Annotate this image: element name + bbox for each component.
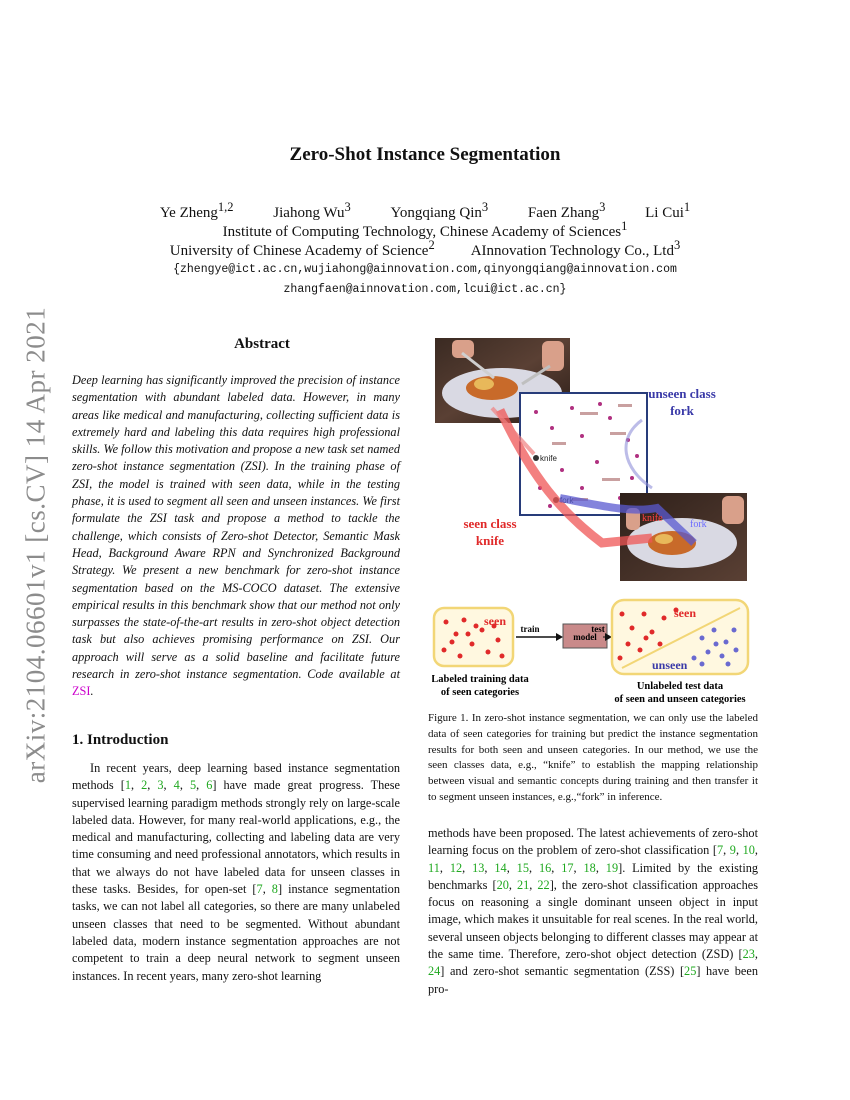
test-caption-line-2: of seen and unseen categories — [614, 694, 746, 704]
citation[interactable]: 13 — [472, 860, 485, 875]
citation[interactable]: 9 — [729, 843, 736, 858]
abstract-body: Deep learning has significantly improved the precision of instance segmentation with abundant labeled data. However, in many areas like medical and manufacturing, collecting sufficient data is extremely hard and labeling this data requires high professional skills. We follow this motivation and propose a new task set named zero-shot instance segmentation (ZSI). In the training phase of ZSI, the model is trained with seen data, while in the testing phase, it is used to segment all seen and unseen instances. We first formulate the ZSI task and propose a method to tackle the challenge, which consists of Zero-shot Detector, Semantic Mask Head, Background Aware RPN and Synchronized Background Strategy. We present a new benchmark for zero-shot instance segmentation based on the MS-COCO dataset. The extensive empirical results in this benchmark show that our method not only surpasses the state-of-the-art results in zero-shot object detection task but also achieves promising performance on ZSI. Our approach will serve as a solid baseline and facilitate future research in zero-shot instance segmentation. Code available at ZSI. — [72, 373, 400, 699]
citation[interactable]: 18 — [583, 860, 596, 875]
training-caption-line-2: of seen categories — [440, 687, 520, 698]
citation[interactable]: 21 — [516, 877, 530, 892]
citation[interactable]: 16 — [538, 860, 552, 875]
citation[interactable]: 7 — [256, 882, 263, 897]
citation[interactable]: 24 — [428, 964, 441, 979]
intro-paragraph: In recent years, deep learning based instance segmentation methods [1, 2, 3, 4, 5, 6] have made great progress. These supervised learning paradigm methods strongly rely on large-scale labeled data. However, for many real-world applications, e.g., the medical and manufacturing, collecting and labeling data are very time consuming and need professional annotators, which results in that we always do not have labeled data for unseen classes in these tasks. Besides, for open-set [7, 8] instance segmentation tasks, we can not label all categories, so there are many unlabeled unseen classes that need to be segmented. Without abundant labeled data, modern instance segmentation approaches are not competent to train a deep neural network to segment unseen instances. In recent years, many zero-shot learning — [72, 761, 400, 983]
test-data-box — [612, 600, 748, 674]
unseen-class-name: fork — [670, 403, 694, 418]
author: Ye Zheng$^{1,2}$ — [159, 200, 234, 221]
citation[interactable]: 15 — [516, 860, 529, 875]
test-label: test — [591, 624, 605, 634]
seen-class-label: seen class — [463, 516, 517, 531]
training-caption-line-1: Labeled training data — [432, 674, 529, 685]
citation[interactable]: 17 — [561, 860, 574, 875]
affiliation-line-2: University of Chinese Academy of Science$^2$ AInnovation Technology Co., Ltd$^3$ — [169, 238, 681, 259]
test-unseen-label: unseen — [652, 658, 688, 672]
body-paragraph-right: methods have been proposed. The latest achievements of zero-shot learning focus on the problem of zero-shot classification [7, 9, 10, 11, 12, 13, 14, 15, 16, 17, 18, 19]. Limited by the existing benchmarks [20, 21, 22], the zero-shot classification approaches focus on reasoning a single dominant unseen object in input image, which makes it unsuitable for real scenes. In the real world, several unseen objects belonging to different classes may appear at the same time. Therefore, zero-shot object detection (ZSD) [23, 24] and zero-shot semantic segmentation (ZSS) [25] have been pro- — [428, 826, 759, 996]
arxiv-id: arXiv:2104.06601v1 [cs.CV] 14 Apr 2021 — [20, 306, 51, 784]
citation[interactable]: 19 — [605, 860, 619, 875]
email-line-1: {zhengye@ict.ac.cn,wujiahong@ainnovation.com,qinyongqiang@ainnovation.com — [173, 263, 677, 276]
citation[interactable]: 1 — [124, 778, 131, 793]
citation[interactable]: 12 — [449, 860, 463, 875]
citation[interactable]: 6 — [206, 778, 213, 793]
paper-title: Zero-Shot Instance Segmentation — [289, 144, 561, 165]
citation[interactable]: 22 — [537, 877, 550, 892]
citation[interactable]: 14 — [494, 860, 507, 875]
figure-1-caption: Figure 1. In zero-shot instance segmentation, we can only use the labeled data of seen categories for training but predict the instance segmentation results for both seen and unseen categories. In our method, we use the seen classes data, e.g., “knife” to establish the mapping relationship between visual and semantic concepts during training and then transfer it to segment unseen instances, e.g.,“fork” in inference. — [428, 712, 758, 803]
code-link[interactable]: ZSI — [72, 684, 91, 699]
author: Faen Zhang$^3$ — [527, 200, 606, 221]
citation[interactable]: 3 — [157, 778, 164, 793]
embedding-fork-label: fork — [560, 496, 574, 505]
citation[interactable]: 7 — [716, 843, 724, 858]
citation[interactable]: 10 — [742, 843, 755, 858]
model-label: model — [573, 632, 597, 642]
figure-1-illustration — [432, 338, 762, 704]
citation[interactable]: 8 — [271, 882, 278, 897]
seen-class-name: knife — [475, 533, 505, 548]
citation[interactable]: 23 — [742, 947, 755, 962]
photo-fork-label: fork — [690, 519, 707, 530]
citation[interactable]: 2 — [141, 778, 148, 793]
email-line-2: zhangfaen@ainnovation.com,lcui@ict.ac.cn} — [283, 283, 567, 296]
citation[interactable]: 20 — [496, 877, 509, 892]
training-seen-label: seen — [484, 614, 506, 628]
train-label: train — [520, 624, 540, 634]
citation[interactable]: 5 — [189, 778, 197, 793]
citation[interactable]: 25 — [684, 964, 697, 979]
author: Jiahong Wu$^3$ — [273, 200, 351, 221]
embedding-knife-label: knife — [540, 454, 557, 463]
test-seen-label: seen — [674, 606, 696, 620]
abstract-heading: Abstract — [234, 336, 290, 352]
photo-knife-label: knife — [642, 513, 663, 524]
author: Yongqiang Qin$^3$ — [390, 200, 489, 221]
unseen-class-label: unseen class — [648, 386, 716, 401]
author: Li Cui$^1$ — [645, 200, 691, 221]
test-caption-line-1: Unlabeled test data — [636, 681, 724, 692]
citation[interactable]: 4 — [173, 778, 180, 793]
citation[interactable]: 11 — [428, 860, 440, 875]
arxiv-watermark — [8, 285, 64, 805]
affiliation-line-1: Institute of Computing Technology, Chinese Academy of Sciences$^1$ — [222, 219, 628, 240]
section-heading-introduction: 1. Introduction — [72, 732, 169, 748]
figure-1 — [432, 338, 762, 704]
training-data-box — [434, 608, 513, 666]
